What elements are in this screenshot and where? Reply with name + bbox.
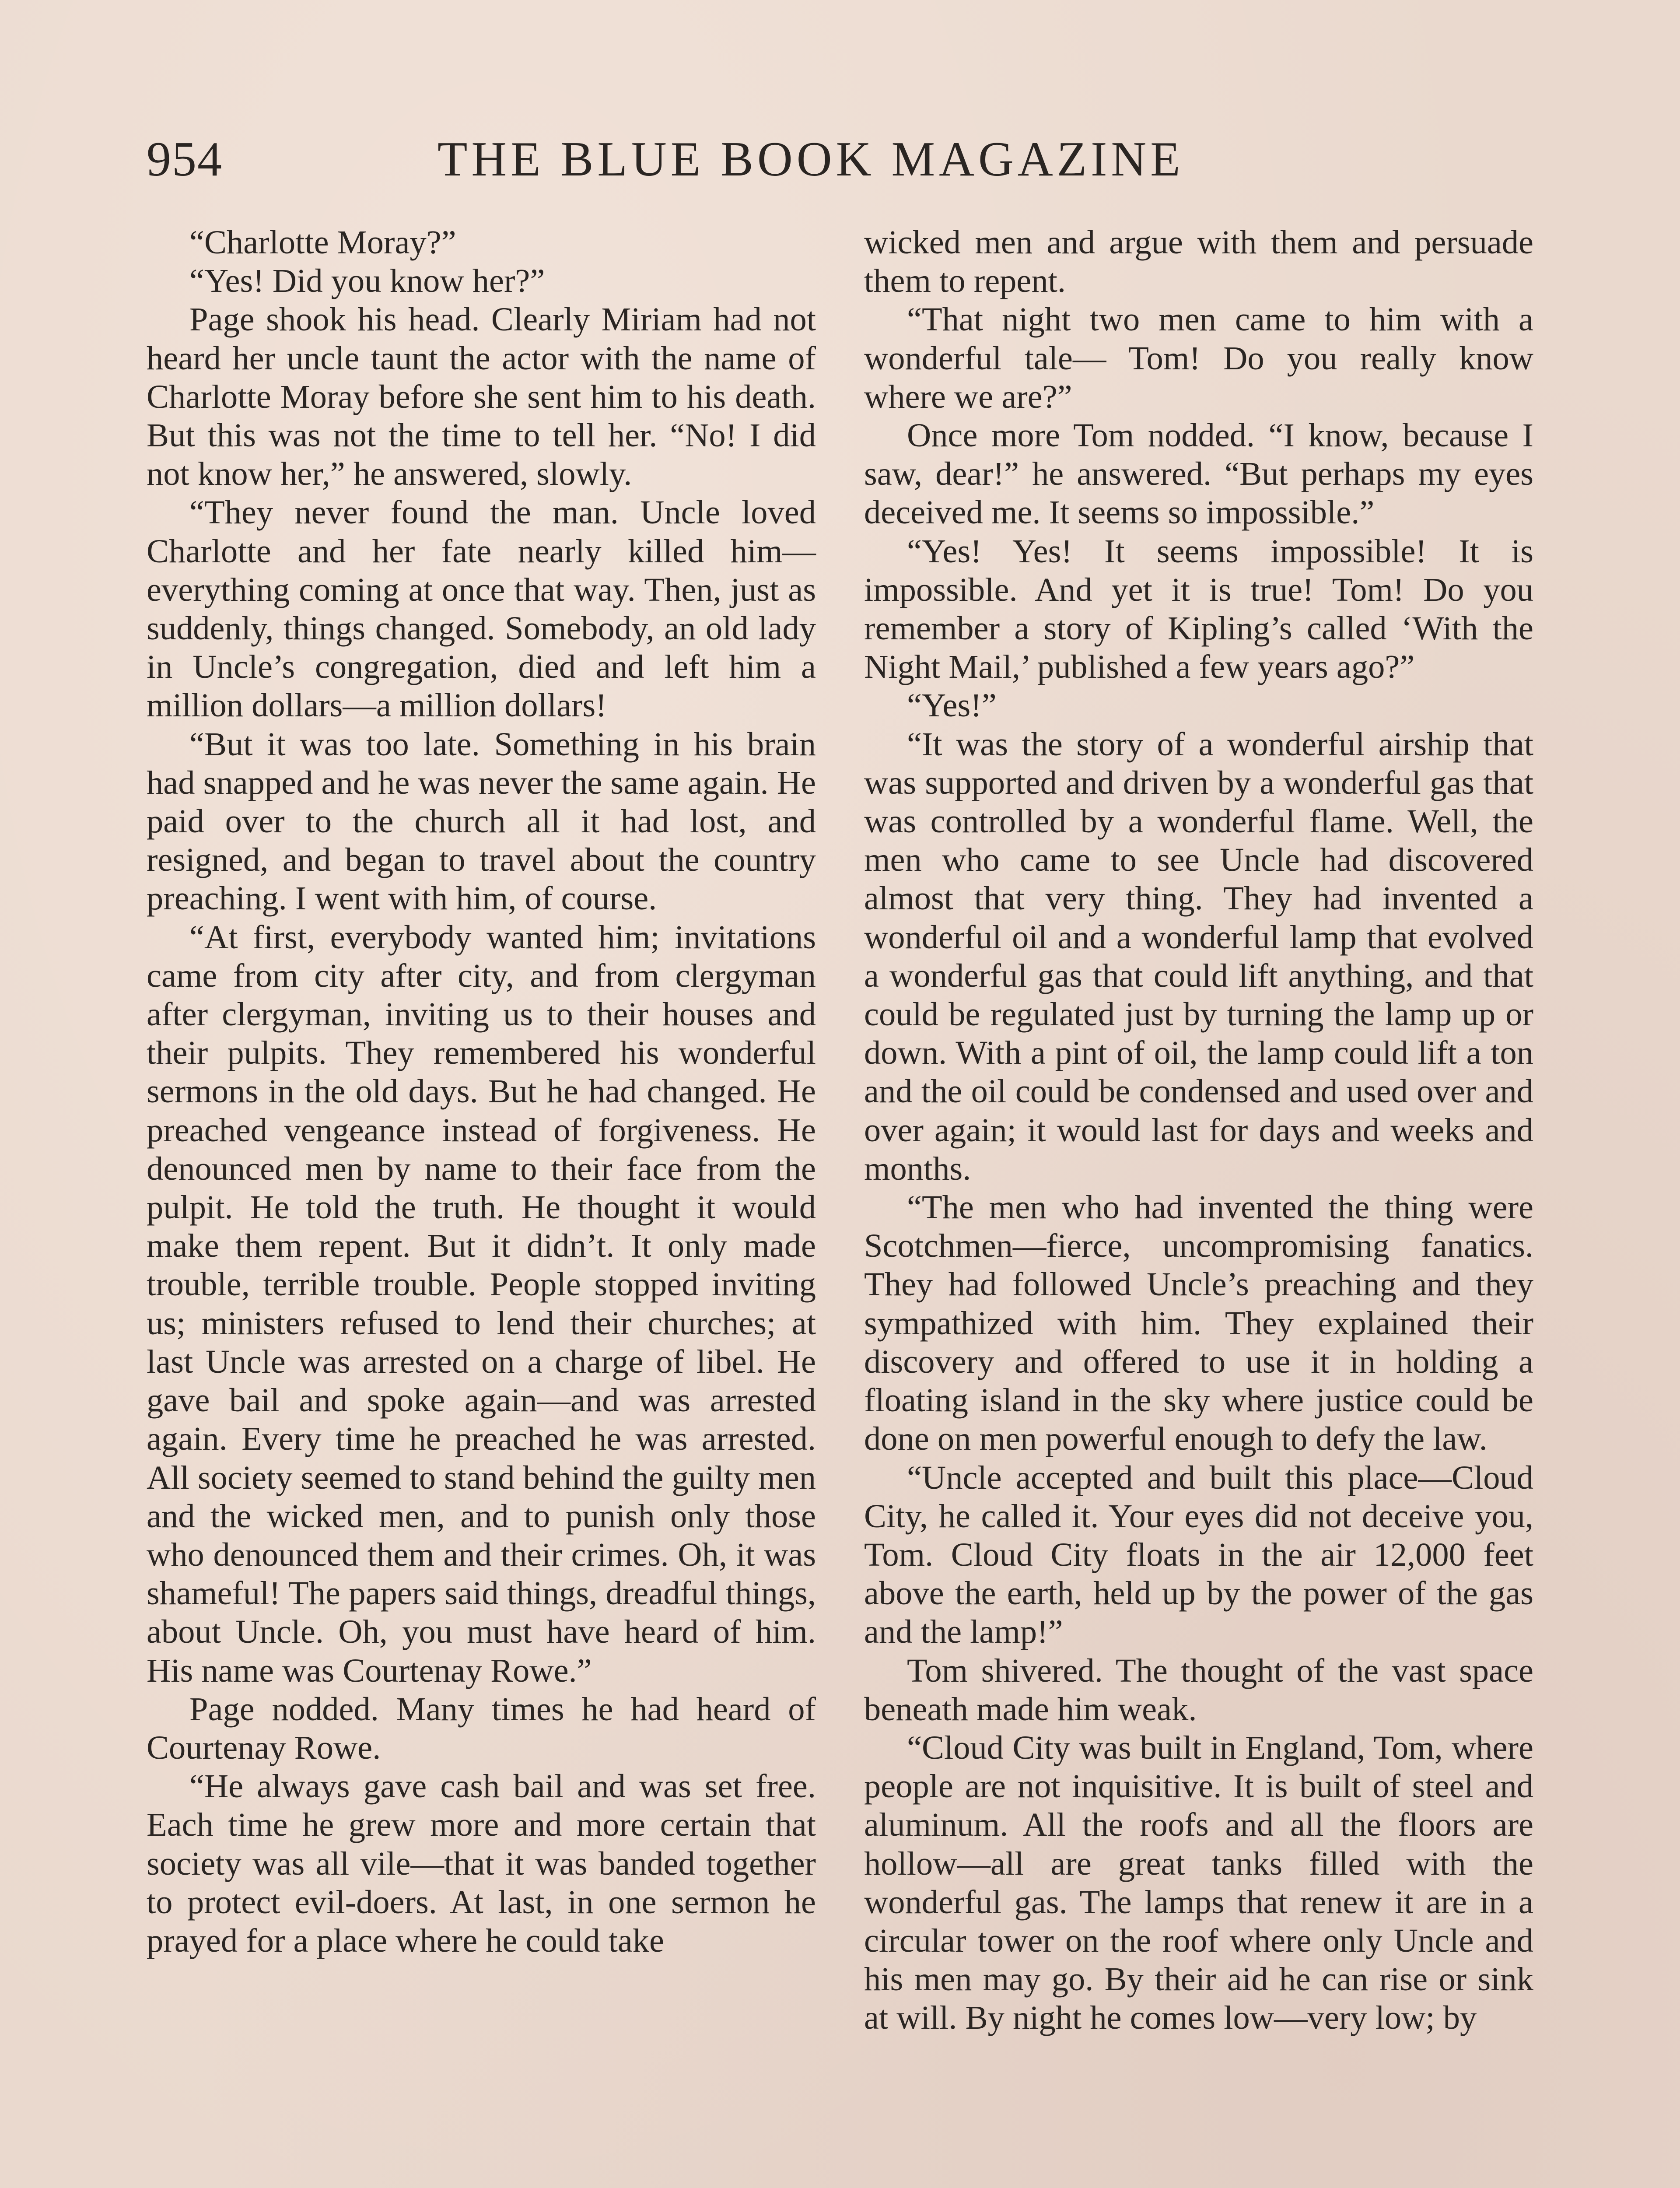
paragraph: “At first, everybody wanted him; invitations came from city after city, and from clergyman after clergyman, inviting us to their houses and their pulpits. They remembered his wonderful sermons in the old days. But he had changed. He preached vengeance instead of forgiveness. He denounced men by name to their face from the pulpit. He told the truth. He thought it would make them repent. But it didn’t. It only made trouble, terrible trouble. People stopped inviting us; ministers refused to lend their churches; at last Uncle was arrested on a charge of libel. He gave bail and spoke again—and was arrested again. Every time he preached he was arrested. All society seemed to stand behind the guilty men and the wicked men, and to punish only those who denounced them and their crimes. Oh, it was shameful! The papers said things, dreadful things, about Uncle. Oh, you must have heard of him. His name was Courtenay Rowe.” xyxy=(147,918,816,1689)
left-column xyxy=(147,223,816,1960)
running-head-title: THE BLUE BOOK MAGAZINE xyxy=(438,132,1184,186)
paragraph: “Yes! Did you know her?” xyxy=(189,262,545,300)
paragraph: “Uncle accepted and built this place—Cloud City, he called it. Your eyes did not deceive you, Tom. Cloud City floats in the air 12,000 feet above the earth, held up by the power of the gas and the lamp!” xyxy=(864,1459,1533,1651)
paragraph: Tom shivered. The thought of the vast space beneath made him weak. xyxy=(864,1652,1533,1728)
paragraph: “That night two men came to him with a wonderful tale— Tom! Do you really know where we are?” xyxy=(864,301,1533,415)
paragraph: “He always gave cash bail and was set free. Each time he grew more and more certain that society was all vile—that it was banded together to protect evil-doers. At last, in one sermon he prayed for a place where he could take xyxy=(147,1767,816,1959)
paragraph: Page shook his head. Clearly Miriam had not heard her uncle taunt the actor with the name of Charlotte Moray before she sent him to his death. But this was not the time to tell her. “No! I did not know her,” he answered, slowly. xyxy=(147,301,816,493)
paragraph: “They never found the man. Uncle loved Charlotte and her fate nearly killed him—everything coming at once that way. Then, just as suddenly, things changed. Somebody, an old lady in Uncle’s congregation, died and left him a million dollars—a million dollars! xyxy=(147,494,816,724)
paragraph: “But it was too late. Something in his brain had snapped and he was never the same again. He paid over to the church all it had lost, and resigned, and began to travel about the country preaching. I went with him, of course. xyxy=(147,725,816,917)
paragraph: “Yes!” xyxy=(907,687,997,724)
paragraph: “It was the story of a wonderful airship that was supported and driven by a wonderful gas that was controlled by a wonderful flame. Well, the men who came to see Uncle had discovered almost that very thing. They had invented a wonderful oil and a wonderful lamp that evolved a wonderful gas that could lift anything, and that could be regulated just by turning the lamp up or down. With a pint of oil, the lamp could lift a ton and the oil could be condensed and used over and over again; it would last for days and weeks and months. xyxy=(864,725,1533,1187)
page-number: 954 xyxy=(147,132,223,186)
paragraph: “Yes! Yes! It seems impossible! It is impossible. And yet it is true! Tom! Do you remember a story of Kipling’s called ‘With the Night Mail,’ published a few years ago?” xyxy=(864,532,1533,686)
right-column xyxy=(864,223,1533,2037)
paragraph: “Charlotte Moray?” xyxy=(189,224,456,261)
paragraph: Page nodded. Many times he had heard of Courtenay Rowe. xyxy=(147,1690,816,1766)
paragraph: “The men who had invented the thing were Scotchmen—fierce, uncompromising fanatics. They had followed Uncle’s preaching and they sympathized with him. They explained their discovery and offered to use it in holding a floating island in the sky where justice could be done on men powerful enough to defy the law. xyxy=(864,1189,1533,1458)
paragraph: Once more Tom nodded. “I know, because I saw, dear!” he answered. “But perhaps my eyes deceived me. It seems so impossible.” xyxy=(864,417,1533,531)
paragraph: “Cloud City was built in England, Tom, where people are not inquisitive. It is built of steel and aluminum. All the roofs and all the floors are hollow—all are great tanks filled with the wonderful gas. The lamps that renew it are in a circular tower on the roof where only Uncle and his men may go. By their aid he can rise or sink at will. By night he comes low—very low; by xyxy=(864,1729,1533,2037)
paragraph-continued: wicked men and argue with them and persuade them to repent. xyxy=(864,224,1533,300)
